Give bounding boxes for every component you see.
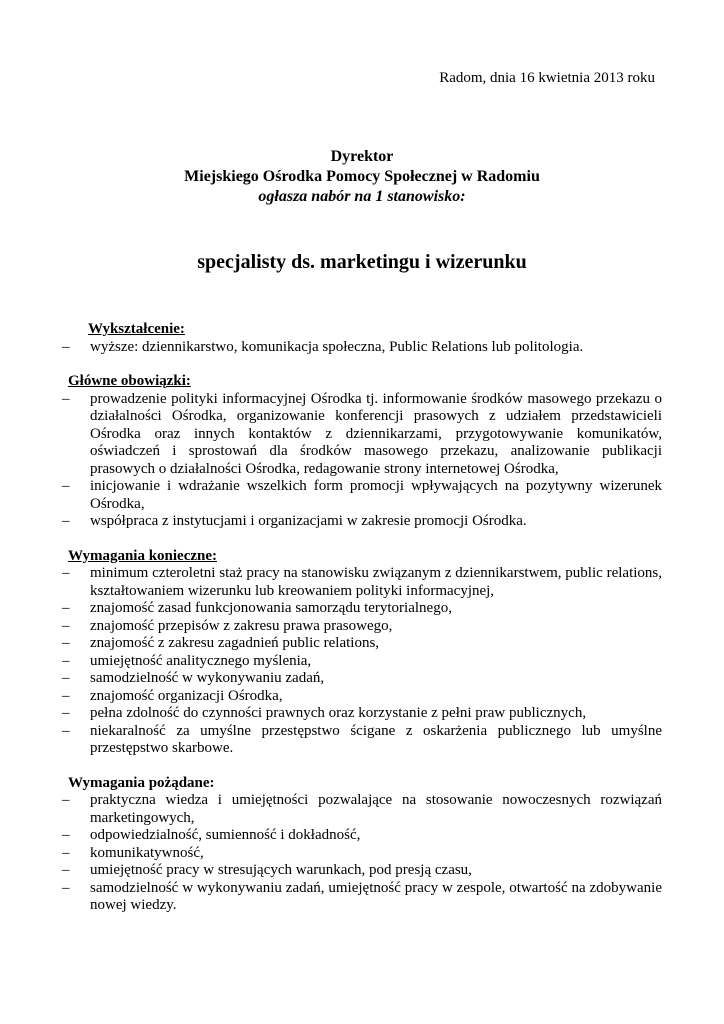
bullet-dash: –	[62, 862, 70, 878]
bullet-dash: –	[62, 390, 70, 407]
item-list	[62, 391, 662, 531]
bullet-dash: –	[62, 722, 70, 739]
bullet-dash: –	[62, 670, 70, 686]
item-text: minimum czteroletni staż pracy na stanowisku związanym z dziennikarstwem, public relations, kształtowaniem wizerunku lub kreowaniem polityki informacyjnej,	[90, 565, 662, 599]
date-line: Radom, dnia 16 kwietnia 2013 roku	[439, 70, 655, 86]
item-text: znajomość z zakresu zagadnień public relations,	[90, 635, 380, 651]
list-item	[62, 653, 662, 671]
list-item	[62, 600, 662, 618]
bullet-dash: –	[62, 600, 70, 616]
section-heading: Główne obowiązki:	[68, 373, 191, 389]
section-duties	[62, 373, 662, 531]
list-item	[62, 792, 662, 827]
bullet-dash: –	[62, 652, 70, 669]
section-heading: Wykształcenie:	[88, 321, 185, 337]
header-institution: Miejskiego Ośrodka Pomocy Społecznej w Radomiu	[184, 168, 540, 185]
item-list	[62, 339, 662, 357]
header-title: Dyrektor	[330, 148, 394, 165]
bullet-dash: –	[62, 338, 70, 355]
list-item	[62, 670, 662, 688]
item-text: prowadzenie polityki informacyjnej Ośrodka tj. informowanie środków masowego przekazu o działalności Ośrodka, organizowanie konferencji prasowych z udziałem przedstawicieli Ośrodka oraz innych kontaktów z dziennikarzami, przygotowywanie komunikatów, oświadczeń i sprostowań dla środków masowego przekazu, analizowanie publikacji prasowych o działalności Ośrodka, redagowanie strony internetowej Ośrodka,	[90, 390, 662, 477]
item-text: praktyczna wiedza i umiejętności pozwalające na stosowanie nowoczesnych rozwiązań marketingowych,	[90, 792, 662, 826]
list-item	[62, 635, 662, 653]
list-item	[62, 845, 662, 863]
item-text: komunikatywność,	[90, 844, 204, 861]
list-item	[62, 339, 662, 357]
bullet-dash: –	[62, 827, 70, 843]
item-text: umiejętność analitycznego myślenia,	[90, 652, 312, 669]
item-text: umiejętność pracy w stresujących warunkach, pod presją czasu,	[90, 862, 472, 878]
bullet-dash: –	[62, 617, 70, 634]
item-text: znajomość organizacji Ośrodka,	[90, 687, 283, 704]
item-list	[62, 792, 662, 915]
list-item	[62, 478, 662, 513]
item-text: znajomość zasad funkcjonowania samorządu terytorialnego,	[90, 600, 452, 616]
item-text: wyższe: dziennikarstwo, komunikacja społeczna, Public Relations lub politologia.	[90, 338, 584, 355]
sections-container	[62, 321, 662, 932]
list-item	[62, 618, 662, 636]
item-text: niekaralność za umyślne przestępstwo ścigane z oskarżenia publicznego lub umyślne przestępstwo skarbowe.	[90, 722, 662, 756]
list-item	[62, 688, 662, 706]
bullet-dash: –	[62, 705, 70, 721]
list-item	[62, 513, 662, 531]
item-text: znajomość przepisów z zakresu prawa prasowego,	[90, 617, 393, 634]
list-item	[62, 391, 662, 479]
section-required	[62, 548, 662, 758]
announcement-header	[0, 147, 724, 207]
list-item	[62, 723, 662, 758]
list-item	[62, 880, 662, 915]
item-text: inicjowanie i wdrażanie wszelkich form promocji wpływających na pozytywny wizerunek Ośrodka,	[90, 478, 662, 512]
item-text: pełna zdolność do czynności prawnych oraz korzystanie z pełni praw publicznych,	[90, 705, 587, 721]
item-text: współpraca z instytucjami i organizacjami w zakresie promocji Ośrodka.	[90, 513, 527, 529]
section-education	[62, 321, 662, 356]
item-list	[62, 565, 662, 758]
bullet-dash: –	[62, 687, 70, 704]
section-heading: Wymagania konieczne:	[68, 547, 218, 564]
header-announcement: ogłasza nabór na 1 stanowisko:	[258, 188, 466, 205]
bullet-dash: –	[62, 513, 70, 529]
position-title: specjalisty ds. marketingu i wizerunku	[197, 251, 527, 273]
list-item	[62, 565, 662, 600]
bullet-dash: –	[62, 635, 70, 651]
list-item	[62, 862, 662, 880]
item-text: odpowiedzialność, sumienność i dokładność,	[90, 827, 361, 843]
section-preferred	[62, 775, 662, 915]
list-item	[62, 705, 662, 723]
bullet-dash: –	[62, 478, 70, 494]
bullet-dash: –	[62, 792, 70, 808]
bullet-dash: –	[62, 565, 70, 581]
section-heading: Wymagania pożądane:	[68, 774, 215, 791]
bullet-dash: –	[62, 844, 70, 861]
bullet-dash: –	[62, 879, 70, 896]
item-text: samodzielność w wykonywaniu zadań,	[90, 670, 325, 686]
list-item	[62, 827, 662, 845]
item-text: samodzielność w wykonywaniu zadań, umiejętność pracy w zespole, otwartość na zdobywanie nowej wiedzy.	[90, 879, 662, 913]
